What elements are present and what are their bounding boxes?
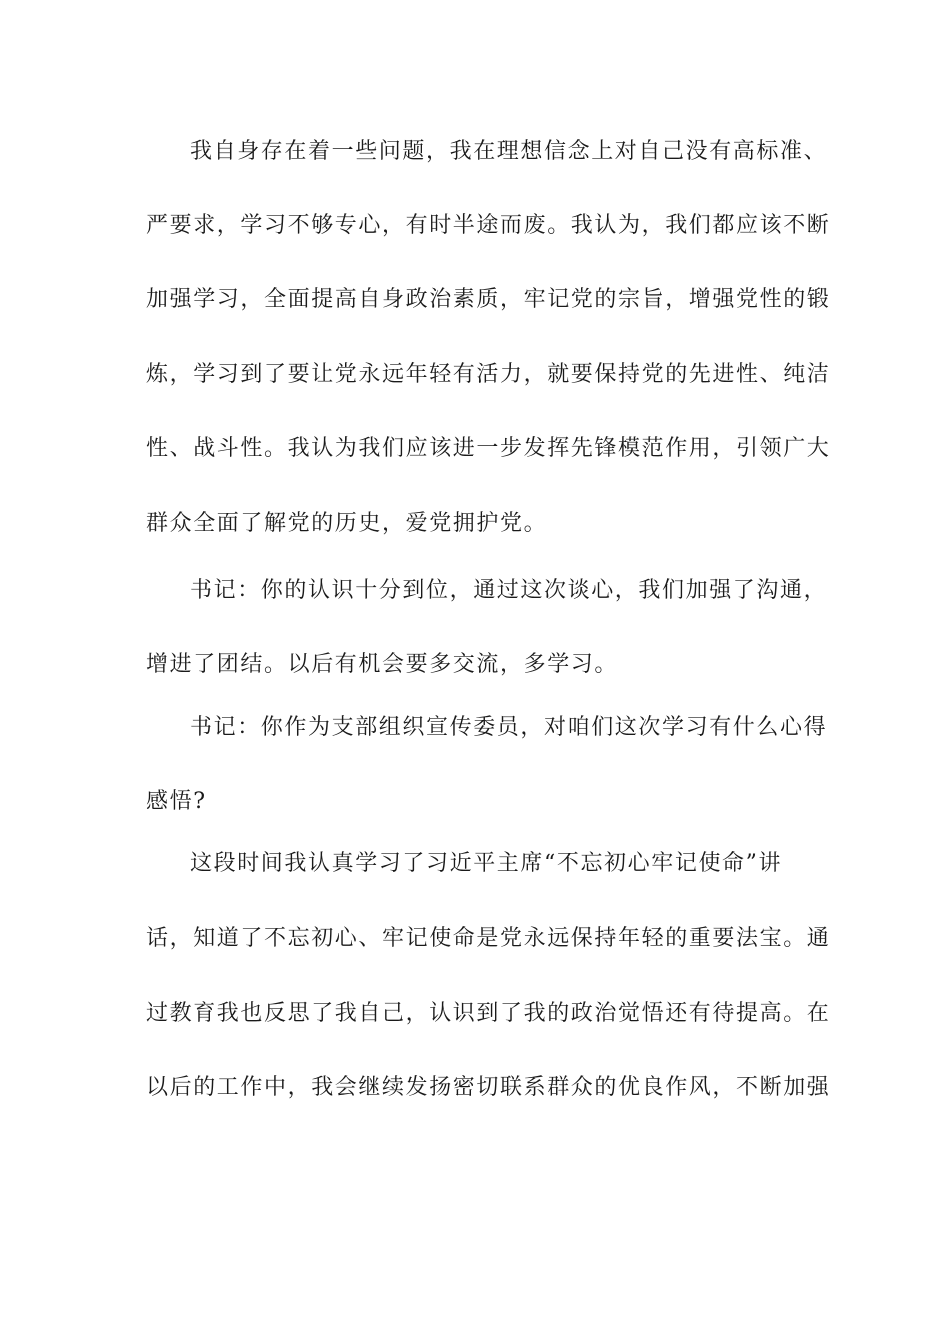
paragraph-line: 性、战斗性。我认为我们应该进一步发挥先锋模范作用，引领广大 [146, 436, 831, 461]
paragraph-line: 加强学习，全面提高自身政治素质，牢记党的宗旨，增强党性的锻 [146, 287, 831, 312]
paragraph-line: 增进了团结。以后有机会要多交流，多学习。 [146, 652, 619, 677]
paragraph-line: 这段时间我认真学习了习近平主席“不忘初心牢记使命”讲 [190, 851, 783, 876]
paragraph-line: 过教育我也反思了我自己，认识到了我的政治觉悟还有待提高。在 [146, 1001, 831, 1026]
paragraph-line: 感悟? [146, 789, 207, 814]
paragraph-line: 以后的工作中，我会继续发扬密切联系群众的优良作风，不断加强 [146, 1075, 831, 1100]
paragraph-line: 群众全面了解党的历史，爱党拥护党。 [146, 511, 548, 536]
paragraph-line: 书记：你的认识十分到位，通过这次谈心，我们加强了沟通， [190, 578, 828, 603]
paragraph-line: 书记：你作为支部组织宣传委员，对咱们这次学习有什么心得 [190, 715, 828, 740]
paragraph-line: 话，知道了不忘初心、牢记使命是党永远保持年轻的重要法宝。通 [146, 926, 831, 951]
paragraph-line: 我自身存在着一些问题，我在理想信念上对自己没有高标准、 [190, 139, 828, 164]
paragraph-line: 严要求，学习不够专心，有时半途而废。我认为，我们都应该不断 [146, 213, 831, 238]
paragraph-line: 炼，学习到了要让党永远年轻有活力，就要保持党的先进性、纯洁 [146, 362, 831, 387]
